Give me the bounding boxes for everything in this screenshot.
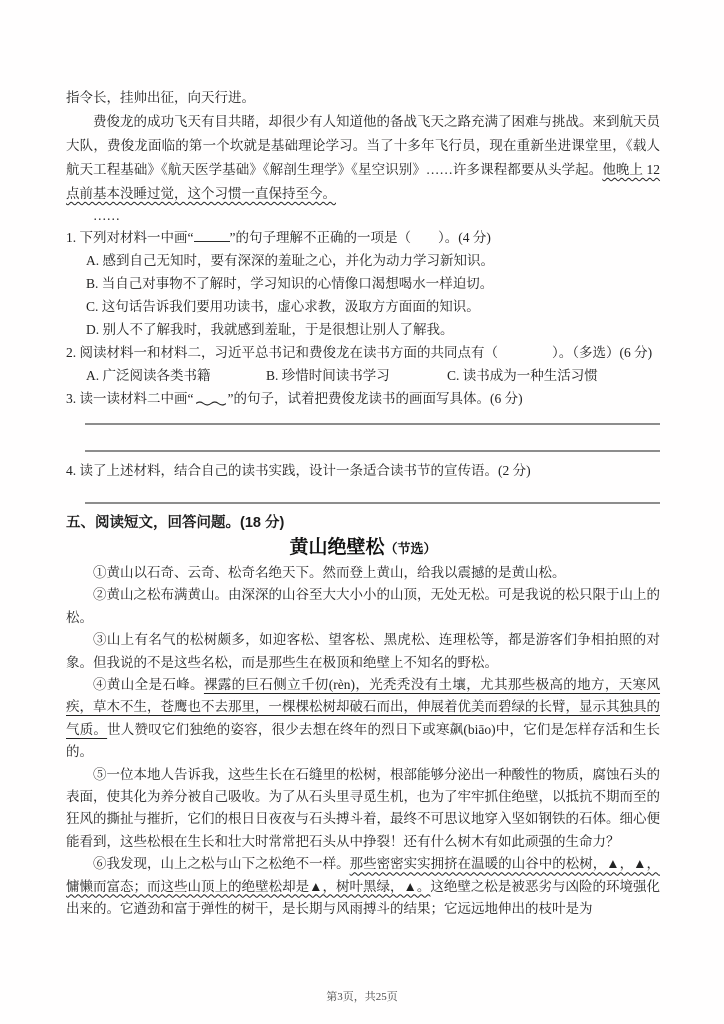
question-2-stem: 2. 阅读材料一和材料二，习近平总书记和费俊龙在读书方面的共同点有（ ）。（多选）(6 分) <box>66 345 653 360</box>
section-5-heading: 五、阅读短文，回答问题。(18 分) <box>66 515 285 531</box>
material-ellipsis: …… <box>93 208 120 223</box>
question-1 <box>66 226 660 341</box>
question-2-options <box>66 364 660 387</box>
passage-paragraph-6 <box>66 853 660 920</box>
passage-6-plain-end: 这绝壁之松是被恶劣与凶险的环境强化出来的。它遒劲和富于弹性的树干，是长期与风雨搏斗的结果；它远远地伸出的枝叶是为 <box>66 878 660 917</box>
question-3 <box>66 387 660 410</box>
passage-6-plain-start: ⑥我发现，山上之松与山下之松绝不一样。 <box>93 856 350 872</box>
passage-paragraph-5: ⑤一位本地人告诉我，这些生长在石缝里的松树，根部能够分泌出一种酸性的物质，腐蚀石头的表面，使其化为养分被自己吸收。为了从石头里寻觅生机，也为了牢牢抓住绝壁，以抵抗不期而至的狂风的撕扯与摧折，它们的根日日夜夜与石头搏斗着，最终不可思议地穿入坚如钢铁的石体。细心便能看到，这些松根在生长和壮大时常常把石头从中挣裂！还有什么树木有如此顽强的生命力？ <box>66 766 660 849</box>
passage-4-plain-start: ④黄山全是石峰。 <box>93 677 204 693</box>
passage-title-note: （节选） <box>384 541 437 556</box>
material-continuation-line: 指令长，挂帅出征，向天行进。 <box>66 90 255 105</box>
passage-paragraph-4 <box>66 674 660 764</box>
question-1-stem <box>66 226 660 249</box>
page-content <box>66 86 660 921</box>
question-2 <box>66 341 660 387</box>
page-footer: 第3页，共25页 <box>326 991 398 1003</box>
question-1-option-a: A. 感到自己无知时，要有深深的羞耻之心，并化为动力学习新知识。 <box>86 253 494 268</box>
question-1-stem-post: ”的句子理解不正确的一项是（ ）。(4 分) <box>229 230 491 245</box>
passage-title <box>66 535 660 562</box>
inline-blank-wavy <box>194 390 228 403</box>
question-1-option-b: B. 当自己对事物不了解时，学习知识的心情像口渴想喝水一样迫切。 <box>86 276 494 291</box>
question-3-stem <box>66 387 660 410</box>
passage-paragraph-3: ③山上有名气的松树颇多，如迎客松、望客松、黑虎松、连理松等，都是游客们争相拍照的对象。但我说的不是这些名松，而是那些生在极顶和绝壁上不知名的野松。 <box>66 632 660 670</box>
inline-blank-solid <box>194 228 230 242</box>
question-2-option-b: B. 珍惜时间读书学习 <box>266 368 390 383</box>
question-1-option-d: D. 别人不了解我时，我就感到羞耻，于是很想让别人了解我。 <box>86 322 454 337</box>
question-1-stem-pre: 1. 下列对材料一中画“ <box>66 230 194 245</box>
passage-4-underlined-text: 裸露的巨石侧立千仞(rèn)，光秃秃没有土壤，尤其那些极高的地方，天寒风疾，草木不生，苍鹰也不去那里，一棵棵松树却破石而出，伸展着优美而碧绿的长臂，显示其独具的气质。 <box>66 677 661 737</box>
answer-line <box>85 450 660 452</box>
answer-line <box>85 423 660 425</box>
question-3-stem-post: ”的句子，试着把费俊龙读书的画面写具体。(6 分) <box>227 391 523 406</box>
question-2-option-a: A. 广泛阅读各类书籍 <box>86 368 211 383</box>
question-1-option-c: C. 这句话告诉我们要用功读书，虚心求教，汲取方方面面的知识。 <box>86 299 480 314</box>
question-3-stem-pre: 3. 读一读材料二中画“ <box>66 391 194 406</box>
material-text: 费俊龙的成功飞天有目共睹，却很少有人知道他的备战飞天之路充满了困难与挑战。来到航天员大队，费俊龙面临的第一个坎就是基础理论学习。当了十多年飞行员，现在重新坐进课堂里，《载人航天工程基础》《航天医学基础》《解剖生理学》《星空识别》……许多课程都要从头学起。 <box>66 114 660 177</box>
answer-line <box>85 502 660 504</box>
passage-paragraph-2: ②黄山之松布满黄山。由深深的山谷至大大小小的山顶，无处无松。可是我说的松只限于山上的松。 <box>66 587 660 625</box>
passage-6-wavy-underlined-text: 那些密密实实拥挤在温暖的山谷中的松树，▲，▲，慵懒而富态；而这些山顶上的绝壁松却是▲，树叶黑绿，▲。 <box>66 856 660 894</box>
question-4-stem: 4. 读了上述材料，结合自己的读书实践，设计一条适合读书节的宣传语。(2 分) <box>66 463 531 478</box>
passage-paragraph-1: ①黄山以石奇、云奇、松奇名绝天下。然而登上黄山，给我以震撼的是黄山松。 <box>93 565 566 580</box>
material-wavy-underlined-text: 他晚上 12 点前基本没睡过觉，这个习惯一直保持至今。 <box>66 162 661 201</box>
passage-title-text: 黄山绝壁松 <box>289 537 385 558</box>
question-2-option-c: C. 读书成为一种生活习惯 <box>447 368 598 383</box>
material-paragraph <box>66 110 660 206</box>
passage-4-plain-end: 世人赞叹它们独绝的姿容，很少去想在终年的烈日下或寒飙(biāo)中，它们是怎样存活和生长的。 <box>66 721 661 760</box>
